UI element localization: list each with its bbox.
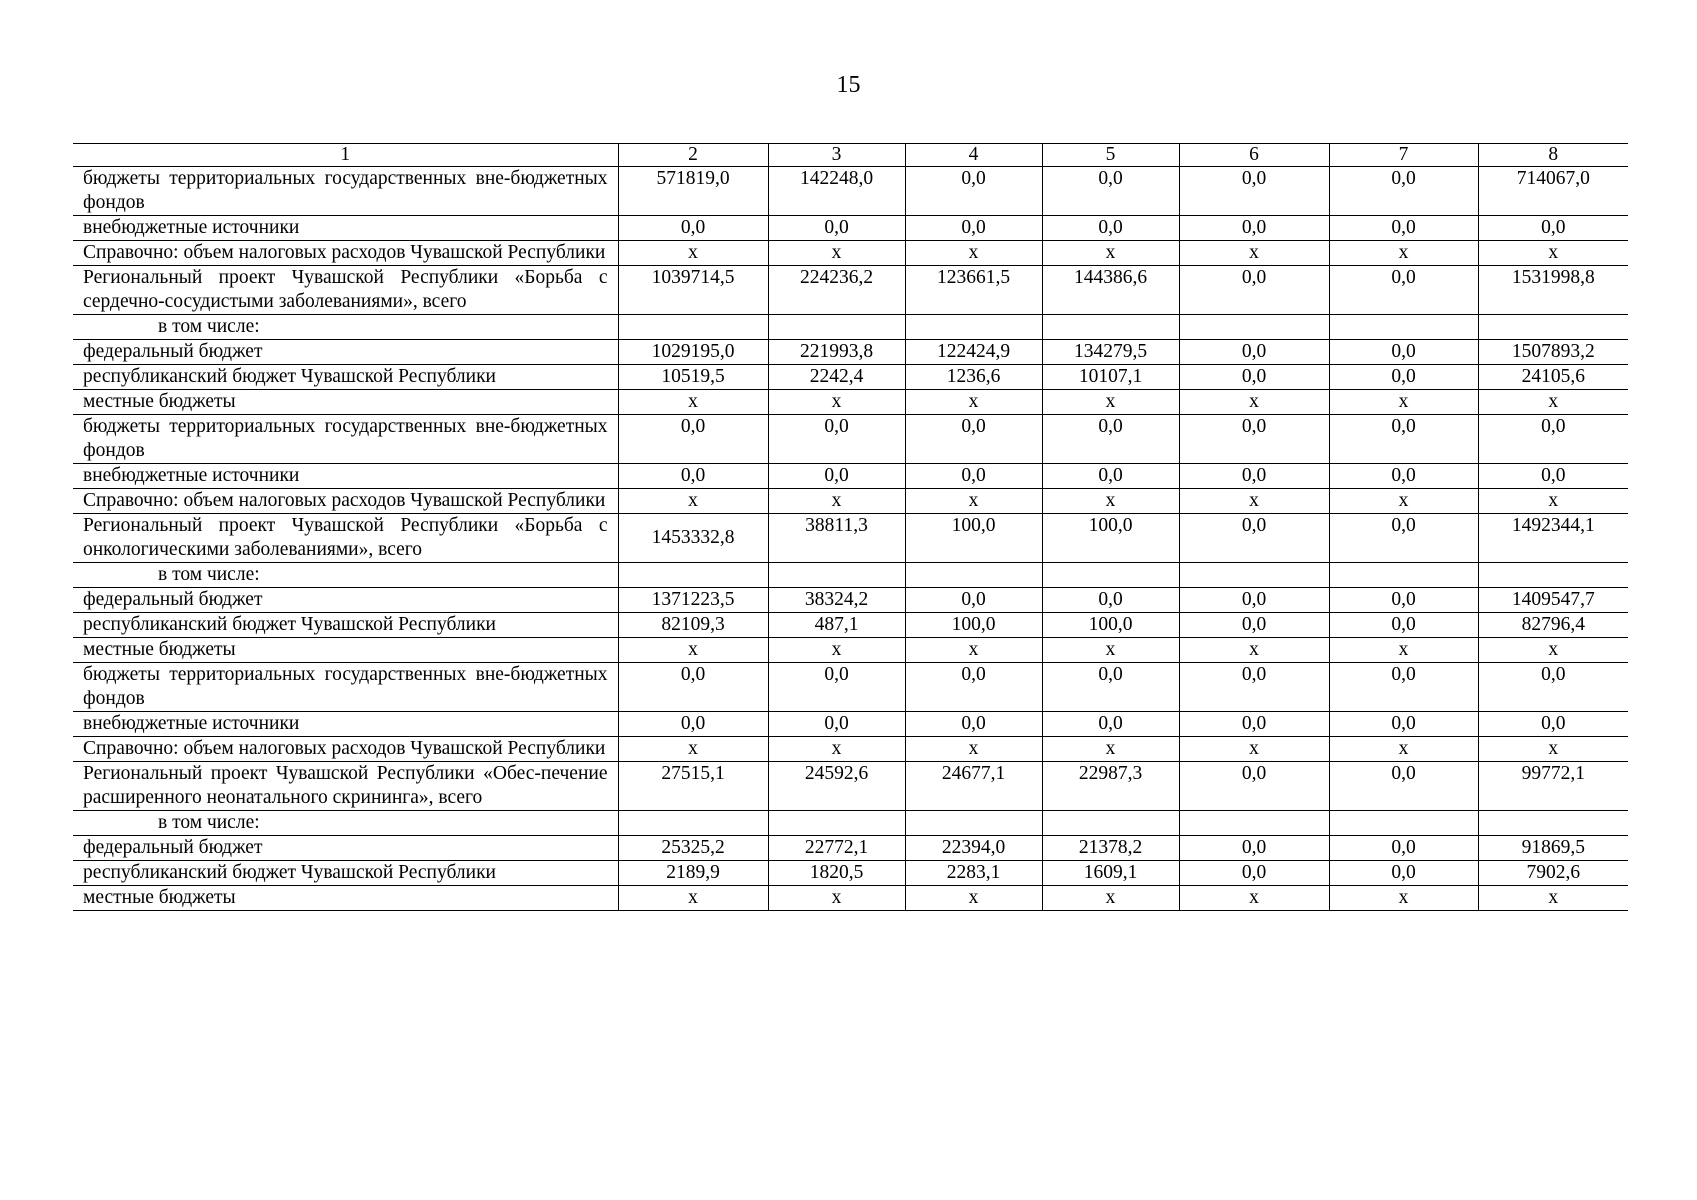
cell-value: 0,0 <box>905 216 1042 241</box>
cell-value: 38324,2 <box>768 588 905 613</box>
cell-value: 0,0 <box>1179 365 1329 390</box>
cell-value: 0,0 <box>618 663 768 712</box>
cell-value <box>1179 811 1329 836</box>
cell-value: 82796,4 <box>1478 613 1628 638</box>
cell-value: 0,0 <box>618 216 768 241</box>
table-row <box>73 638 1628 663</box>
cell-value: 571819,0 <box>618 167 768 216</box>
cell-value: 1371223,5 <box>618 588 768 613</box>
row-label: в том числе: <box>73 563 618 588</box>
cell-value: 24677,1 <box>905 762 1042 811</box>
cell-value: 0,0 <box>905 464 1042 489</box>
row-label: республиканский бюджет Чувашской Республики <box>73 861 618 886</box>
cell-value: 144386,6 <box>1042 266 1179 315</box>
cell-value: 0,0 <box>1179 836 1329 861</box>
table-row <box>73 167 1628 216</box>
row-label: в том числе: <box>73 315 618 340</box>
row-label: федеральный бюджет <box>73 340 618 365</box>
cell-value: 22987,3 <box>1042 762 1179 811</box>
cell-value: 0,0 <box>1329 613 1478 638</box>
cell-value: x <box>1329 390 1478 415</box>
table-row <box>73 811 1628 836</box>
cell-value: 1507893,2 <box>1478 340 1628 365</box>
table-row <box>73 390 1628 415</box>
cell-value: 0,0 <box>768 415 905 464</box>
cell-value: 122424,9 <box>905 340 1042 365</box>
cell-value: x <box>905 241 1042 266</box>
cell-value: 1029195,0 <box>618 340 768 365</box>
cell-value: 2189,9 <box>618 861 768 886</box>
table-row <box>73 588 1628 613</box>
cell-value: 1820,5 <box>768 861 905 886</box>
column-header: 5 <box>1042 144 1179 167</box>
cell-value: 0,0 <box>1179 663 1329 712</box>
cell-value: 0,0 <box>1179 167 1329 216</box>
row-label: Региональный проект Чувашской Республики «Борьба с сердечно-сосудистыми заболеваниями», всего <box>73 266 618 315</box>
cell-value: x <box>1478 638 1628 663</box>
column-header: 7 <box>1329 144 1478 167</box>
cell-value: x <box>618 886 768 911</box>
cell-value: 10519,5 <box>618 365 768 390</box>
cell-value: x <box>768 737 905 762</box>
table-row <box>73 712 1628 737</box>
cell-value: 38811,3 <box>768 514 905 563</box>
cell-value: 142248,0 <box>768 167 905 216</box>
cell-value: 82109,3 <box>618 613 768 638</box>
cell-value: x <box>905 638 1042 663</box>
cell-value: x <box>618 241 768 266</box>
table-row <box>73 415 1628 464</box>
cell-value: x <box>1179 390 1329 415</box>
cell-value: 0,0 <box>1042 167 1179 216</box>
table-row <box>73 514 1628 563</box>
table-row <box>73 216 1628 241</box>
cell-value: 487,1 <box>768 613 905 638</box>
cell-value <box>768 315 905 340</box>
cell-value: 27515,1 <box>618 762 768 811</box>
cell-value <box>768 563 905 588</box>
cell-value: x <box>768 241 905 266</box>
cell-value: 1453332,8 <box>618 514 768 563</box>
cell-value: 1492344,1 <box>1478 514 1628 563</box>
cell-value <box>905 563 1042 588</box>
row-label: федеральный бюджет <box>73 588 618 613</box>
table-row <box>73 737 1628 762</box>
table-row <box>73 489 1628 514</box>
row-label: бюджеты территориальных государственных вне-бюджетных фондов <box>73 167 618 216</box>
cell-value: 0,0 <box>1179 613 1329 638</box>
cell-value: 0,0 <box>1478 464 1628 489</box>
cell-value: 0,0 <box>905 415 1042 464</box>
cell-value: 0,0 <box>1478 663 1628 712</box>
cell-value: 0,0 <box>1179 216 1329 241</box>
cell-value: 0,0 <box>1179 514 1329 563</box>
cell-value <box>1179 315 1329 340</box>
cell-value: x <box>1329 489 1478 514</box>
table-row <box>73 241 1628 266</box>
row-label: бюджеты территориальных государственных вне-бюджетных фондов <box>73 415 618 464</box>
cell-value: 123661,5 <box>905 266 1042 315</box>
cell-value: 1609,1 <box>1042 861 1179 886</box>
table-body <box>73 167 1628 911</box>
cell-value: 21378,2 <box>1042 836 1179 861</box>
cell-value: 22394,0 <box>905 836 1042 861</box>
cell-value: 0,0 <box>1042 588 1179 613</box>
table-row <box>73 563 1628 588</box>
cell-value: 0,0 <box>1179 712 1329 737</box>
cell-value: x <box>618 489 768 514</box>
cell-value: x <box>1042 489 1179 514</box>
cell-value: x <box>905 489 1042 514</box>
cell-value: 0,0 <box>768 216 905 241</box>
cell-value: x <box>1478 737 1628 762</box>
cell-value: 221993,8 <box>768 340 905 365</box>
table-row <box>73 464 1628 489</box>
row-label: бюджеты территориальных государственных вне-бюджетных фондов <box>73 663 618 712</box>
cell-value: x <box>1179 489 1329 514</box>
cell-value: 0,0 <box>768 663 905 712</box>
cell-value: 100,0 <box>1042 514 1179 563</box>
cell-value: 0,0 <box>1329 762 1478 811</box>
cell-value: x <box>1179 241 1329 266</box>
cell-value: x <box>1042 390 1179 415</box>
cell-value: x <box>768 886 905 911</box>
table-row <box>73 365 1628 390</box>
cell-value: 24592,6 <box>768 762 905 811</box>
cell-value: 0,0 <box>1042 415 1179 464</box>
row-label: Справочно: объем налоговых расходов Чувашской Республики <box>73 241 618 266</box>
cell-value: 0,0 <box>905 712 1042 737</box>
cell-value: 0,0 <box>1042 663 1179 712</box>
cell-value: 0,0 <box>1042 464 1179 489</box>
cell-value: 0,0 <box>1478 712 1628 737</box>
cell-value <box>618 315 768 340</box>
cell-value: x <box>1042 737 1179 762</box>
cell-value: x <box>1042 886 1179 911</box>
row-label: Справочно: объем налоговых расходов Чувашской Республики <box>73 489 618 514</box>
cell-value: x <box>905 737 1042 762</box>
cell-value: x <box>618 638 768 663</box>
cell-value: x <box>1042 241 1179 266</box>
cell-value: x <box>1478 241 1628 266</box>
cell-value: 24105,6 <box>1478 365 1628 390</box>
cell-value: 0,0 <box>768 464 905 489</box>
cell-value: x <box>768 638 905 663</box>
cell-value: 25325,2 <box>618 836 768 861</box>
cell-value: 100,0 <box>905 613 1042 638</box>
cell-value <box>768 811 905 836</box>
cell-value: 0,0 <box>1329 216 1478 241</box>
row-label: Справочно: объем налоговых расходов Чувашской Республики <box>73 737 618 762</box>
cell-value: 10107,1 <box>1042 365 1179 390</box>
cell-value: 0,0 <box>1179 762 1329 811</box>
cell-value: 1409547,7 <box>1478 588 1628 613</box>
row-label: местные бюджеты <box>73 390 618 415</box>
page-number: 15 <box>836 72 861 98</box>
cell-value: 0,0 <box>1329 588 1478 613</box>
cell-value: 0,0 <box>905 663 1042 712</box>
column-header: 1 <box>73 144 618 167</box>
cell-value: 0,0 <box>1478 216 1628 241</box>
cell-value: 0,0 <box>1329 464 1478 489</box>
cell-value: 0,0 <box>768 712 905 737</box>
row-label: в том числе: <box>73 811 618 836</box>
cell-value: 22772,1 <box>768 836 905 861</box>
table-row <box>73 340 1628 365</box>
cell-value: 91869,5 <box>1478 836 1628 861</box>
row-label: внебюджетные источники <box>73 464 618 489</box>
cell-value: 1236,6 <box>905 365 1042 390</box>
cell-value: x <box>1329 241 1478 266</box>
cell-value: 0,0 <box>1042 216 1179 241</box>
cell-value: 714067,0 <box>1478 167 1628 216</box>
row-label: внебюджетные источники <box>73 712 618 737</box>
column-header: 8 <box>1478 144 1628 167</box>
cell-value <box>1042 563 1179 588</box>
table-row <box>73 886 1628 911</box>
cell-value: x <box>1478 489 1628 514</box>
row-label: федеральный бюджет <box>73 836 618 861</box>
cell-value <box>905 315 1042 340</box>
cell-value: 1039714,5 <box>618 266 768 315</box>
cell-value: 7902,6 <box>1478 861 1628 886</box>
cell-value: 0,0 <box>1329 365 1478 390</box>
cell-value: 0,0 <box>1179 464 1329 489</box>
cell-value: x <box>768 390 905 415</box>
column-header: 6 <box>1179 144 1329 167</box>
cell-value: 0,0 <box>618 712 768 737</box>
cell-value <box>1478 315 1628 340</box>
budget-table <box>73 143 1628 911</box>
cell-value: 100,0 <box>905 514 1042 563</box>
cell-value <box>1329 563 1478 588</box>
cell-value: 134279,5 <box>1042 340 1179 365</box>
cell-value: 0,0 <box>1329 167 1478 216</box>
cell-value: x <box>1179 886 1329 911</box>
cell-value <box>1478 563 1628 588</box>
cell-value <box>1179 563 1329 588</box>
cell-value: 0,0 <box>905 167 1042 216</box>
cell-value: 0,0 <box>1329 663 1478 712</box>
cell-value: x <box>1478 886 1628 911</box>
cell-value: 0,0 <box>1179 340 1329 365</box>
cell-value: 0,0 <box>1042 712 1179 737</box>
cell-value: x <box>1329 638 1478 663</box>
cell-value: x <box>905 886 1042 911</box>
cell-value <box>1042 315 1179 340</box>
cell-value <box>1329 315 1478 340</box>
cell-value <box>1042 811 1179 836</box>
table-row <box>73 663 1628 712</box>
row-label: республиканский бюджет Чувашской Республики <box>73 365 618 390</box>
cell-value: x <box>1329 737 1478 762</box>
cell-value: 0,0 <box>1179 861 1329 886</box>
column-header: 2 <box>618 144 768 167</box>
row-label: Региональный проект Чувашской Республики «Обес-печение расширенного неонатального скрининга», всего <box>73 762 618 811</box>
table-row <box>73 613 1628 638</box>
cell-value: 224236,2 <box>768 266 905 315</box>
column-header: 3 <box>768 144 905 167</box>
cell-value: 0,0 <box>1329 514 1478 563</box>
cell-value: x <box>905 390 1042 415</box>
cell-value <box>1329 811 1478 836</box>
cell-value: x <box>1478 390 1628 415</box>
cell-value: 0,0 <box>618 415 768 464</box>
cell-value: x <box>1329 886 1478 911</box>
cell-value: 0,0 <box>1329 836 1478 861</box>
cell-value: 0,0 <box>1329 340 1478 365</box>
cell-value: 99772,1 <box>1478 762 1628 811</box>
cell-value: 0,0 <box>1329 712 1478 737</box>
cell-value <box>1478 811 1628 836</box>
row-label: республиканский бюджет Чувашской Республики <box>73 613 618 638</box>
row-label: местные бюджеты <box>73 638 618 663</box>
cell-value: 0,0 <box>1329 415 1478 464</box>
table-row <box>73 836 1628 861</box>
cell-value: 0,0 <box>1478 415 1628 464</box>
cell-value <box>905 811 1042 836</box>
cell-value: 0,0 <box>1179 415 1329 464</box>
cell-value: 0,0 <box>1179 588 1329 613</box>
cell-value: 0,0 <box>905 588 1042 613</box>
cell-value: 100,0 <box>1042 613 1179 638</box>
cell-value <box>618 811 768 836</box>
row-label: местные бюджеты <box>73 886 618 911</box>
cell-value: x <box>1042 638 1179 663</box>
cell-value: x <box>768 489 905 514</box>
table-row <box>73 315 1628 340</box>
cell-value: x <box>618 390 768 415</box>
cell-value <box>618 563 768 588</box>
column-header: 4 <box>905 144 1042 167</box>
cell-value: 2242,4 <box>768 365 905 390</box>
table-row <box>73 266 1628 315</box>
row-label: Региональный проект Чувашской Республики «Борьба с онкологическими заболеваниями», всего <box>73 514 618 563</box>
cell-value: 0,0 <box>1329 861 1478 886</box>
table-row <box>73 861 1628 886</box>
cell-value: 2283,1 <box>905 861 1042 886</box>
cell-value: 1531998,8 <box>1478 266 1628 315</box>
cell-value: 0,0 <box>618 464 768 489</box>
row-label: внебюджетные источники <box>73 216 618 241</box>
table-row <box>73 762 1628 811</box>
cell-value: 0,0 <box>1329 266 1478 315</box>
cell-value: 0,0 <box>1179 266 1329 315</box>
cell-value: x <box>1179 737 1329 762</box>
table-header-row <box>73 144 1628 167</box>
cell-value: x <box>1179 638 1329 663</box>
cell-value: x <box>618 737 768 762</box>
